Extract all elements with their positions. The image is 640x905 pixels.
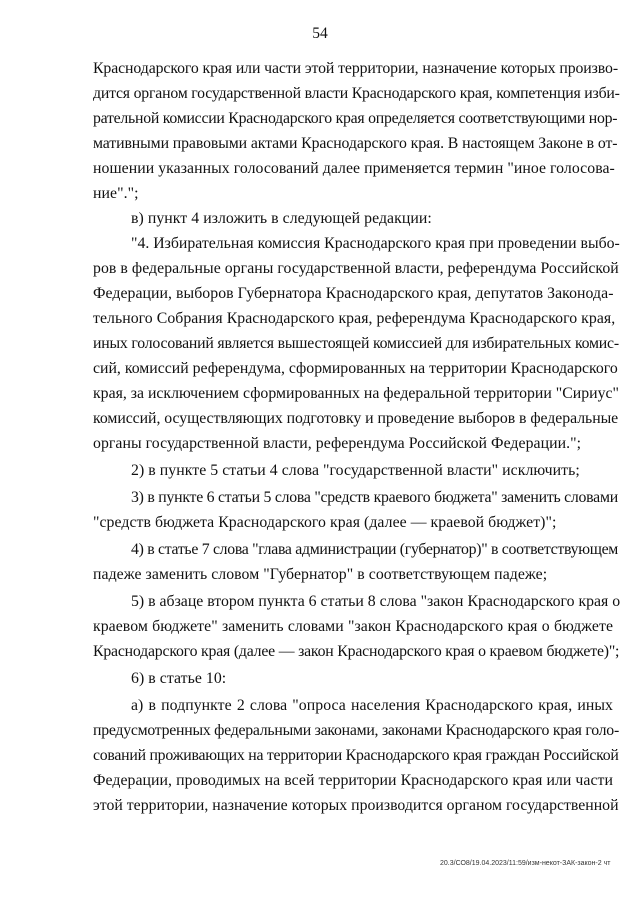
text-line: 2) в пункте 5 статьи 4 слова "государственной власти" исключить;	[131, 462, 580, 479]
text-line: краевом бюджете" заменить словами "закон Краснодарского края о бюджете	[93, 618, 613, 635]
text-line: 6) в статье 10:	[131, 670, 227, 687]
text-line: 4) в статье 7 слова "глава администрации (губернатор)" в соответствующем	[131, 541, 618, 558]
text-line: а) в подпункте 2 слова "опроса населения Краснодарского края, иных	[131, 697, 613, 714]
text-line: ров в федеральные органы государственной власти, референдума Российской	[93, 260, 619, 277]
text-line: ношении указанных голосований далее применяется термин "иное голосова-	[93, 160, 615, 177]
text-line: предусмотренных федеральными законами, законами Краснодарского края голо-	[93, 722, 619, 739]
text-line: органы государственной власти, референдума Российской Федерации.";	[93, 435, 582, 452]
text-line: Краснодарского края (далее — закон Краснодарского края о краевом бюджете)";	[93, 643, 620, 660]
text-line: края, за исключением сформированных на федеральной территории "Сириус"	[93, 385, 619, 402]
page-number: 54	[312, 25, 328, 42]
text-line: Федерации, выборов Губернатора Краснодарского края, депутатов Законода-	[93, 285, 614, 302]
text-line: "средств бюджета Краснодарского края (далее — краевой бюджет)";	[93, 514, 557, 531]
text-line: падеже заменить словом "Губернатор" в соответствующем падеже;	[93, 566, 548, 583]
text-line: мативными правовыми актами Краснодарского края. В настоящем Законе в от-	[93, 135, 618, 152]
text-line: 3) в пункте 6 статьи 5 слова "средств краевого бюджета" заменить словами	[131, 489, 618, 506]
text-line: рательной комиссии Краснодарского края определяется соответствующими нор-	[93, 110, 618, 127]
text-line: Краснодарского края или части этой территории, назначение которых произво-	[93, 60, 619, 77]
text-line: комиссий, осуществляющих подготовку и проведение выборов в федеральные	[93, 410, 619, 427]
text-line: в) пункт 4 изложить в следующей редакции:	[131, 210, 432, 227]
text-line: дится органом государственной власти Краснодарского края, компетенция изби-	[93, 85, 620, 102]
text-line: сований проживающих на территории Краснодарского края граждан Российской	[93, 747, 619, 764]
text-line: Федерации, проводимых на всей территории Краснодарского края или части	[93, 772, 613, 789]
text-line: тельного Собрания Краснодарского края, референдума Краснодарского края,	[93, 310, 616, 327]
text-line: ние".";	[93, 185, 139, 202]
text-line: иных голосований является вышестоящей комиссией для избирательных комис-	[93, 335, 619, 352]
text-line: "4. Избирательная комиссия Краснодарского края при проведении выбо-	[131, 235, 620, 252]
footer-code: 20.3/СО8/19.04.2023/11:59/изм-некот-ЗАК-закон-2 чт	[440, 860, 611, 867]
text-line: 5) в абзаце втором пункта 6 статьи 8 слова "закон Краснодарского края о	[131, 593, 621, 610]
text-line: этой территории, назначение которых производится органом государственной	[93, 797, 619, 814]
text-line: сий, комиссий референдума, сформированных на территории Краснодарского	[93, 360, 618, 377]
